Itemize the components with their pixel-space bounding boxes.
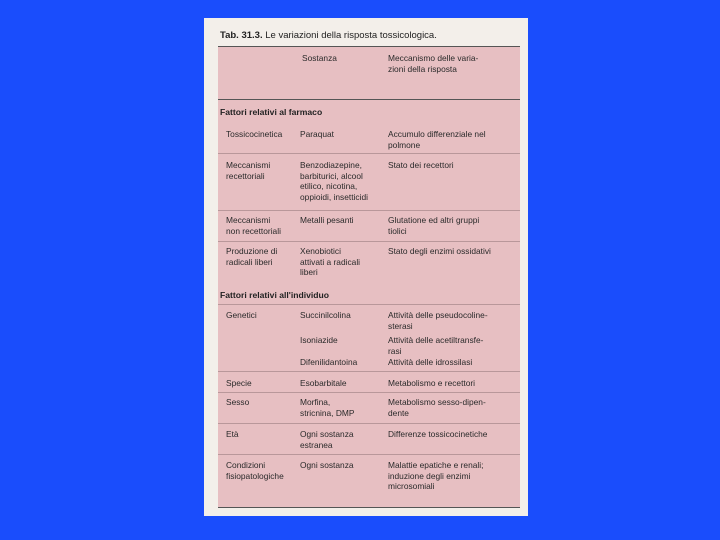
row-mechanism: Metabolismo e recettori — [388, 378, 476, 388]
row-divider — [218, 371, 520, 372]
row-mechanism: Malattie epatiche e renali; induzione degli enzimi microsomiali — [388, 460, 484, 491]
row-divider — [218, 210, 520, 211]
row-mechanism: Metabolismo sesso-dipen- dente — [388, 397, 486, 418]
row-divider — [218, 304, 520, 305]
row-factor: Meccanismi non recettoriali — [226, 215, 281, 236]
row-substance: Morfina, stricnina, DMP — [300, 397, 355, 418]
row-mechanism: Stato degli enzimi ossidativi — [388, 246, 491, 256]
row-factor: Meccanismi recettoriali — [226, 160, 271, 181]
header-divider — [218, 99, 520, 100]
row-mechanism: Accumulo differenziale nel polmone — [388, 129, 486, 150]
row-factor: Condizioni fisiopatologiche — [226, 460, 284, 481]
caption-label: Tab. 31.3. — [220, 30, 263, 41]
row-substance: Paraquat — [300, 129, 334, 139]
toxicology-table — [218, 46, 520, 508]
section-title-drug: Fattori relativi al farmaco — [220, 107, 323, 117]
row-factor: Genetici — [226, 310, 257, 320]
row-factor: Produzione di radicali liberi — [226, 246, 278, 267]
row-divider — [218, 241, 520, 242]
row-factor: Specie — [226, 378, 252, 388]
row-divider — [218, 423, 520, 424]
header-substance: Sostanza — [302, 53, 337, 63]
row-substance: Succinilcolina — [300, 310, 351, 320]
row-factor: Sesso — [226, 397, 250, 407]
row-divider — [218, 392, 520, 393]
row-factor: Tossicocinetica — [226, 129, 283, 139]
row-substance: Ogni sostanza estranea — [300, 429, 354, 450]
header-mechanism: Meccanismo delle varia- zioni della risposta — [388, 53, 479, 74]
row-mechanism: Attività delle acetiltransfe- rasi — [388, 335, 484, 356]
row-substance: Benzodiazepine, barbiturici, alcool etilico, nicotina, oppioidi, insetticidi — [300, 160, 368, 202]
row-substance: Metalli pesanti — [300, 215, 354, 225]
row-mechanism: Attività delle idrossilasi — [388, 357, 473, 367]
row-divider — [218, 454, 520, 455]
row-substance: Ogni sostanza — [300, 460, 354, 470]
row-divider — [218, 153, 520, 154]
row-substance: Xenobiotici attivati a radicali liberi — [300, 246, 361, 277]
scanned-page — [204, 18, 528, 516]
row-substance: Difenilidantoina — [300, 357, 358, 367]
caption-text: Le variazioni della risposta tossicologica. — [262, 30, 437, 41]
row-mechanism: Attività delle pseudocoline- sterasi — [388, 310, 488, 331]
row-mechanism: Glutatione ed altri gruppi tiolici — [388, 215, 480, 236]
table-caption — [220, 30, 437, 41]
row-mechanism: Stato dei recettori — [388, 160, 454, 170]
section-title-individual: Fattori relativi all'individuo — [220, 290, 330, 300]
row-substance: Esobarbitale — [300, 378, 347, 388]
row-factor: Età — [226, 429, 239, 439]
row-mechanism: Differenze tossicocinetiche — [388, 429, 488, 439]
row-substance: Isoniazide — [300, 335, 338, 345]
